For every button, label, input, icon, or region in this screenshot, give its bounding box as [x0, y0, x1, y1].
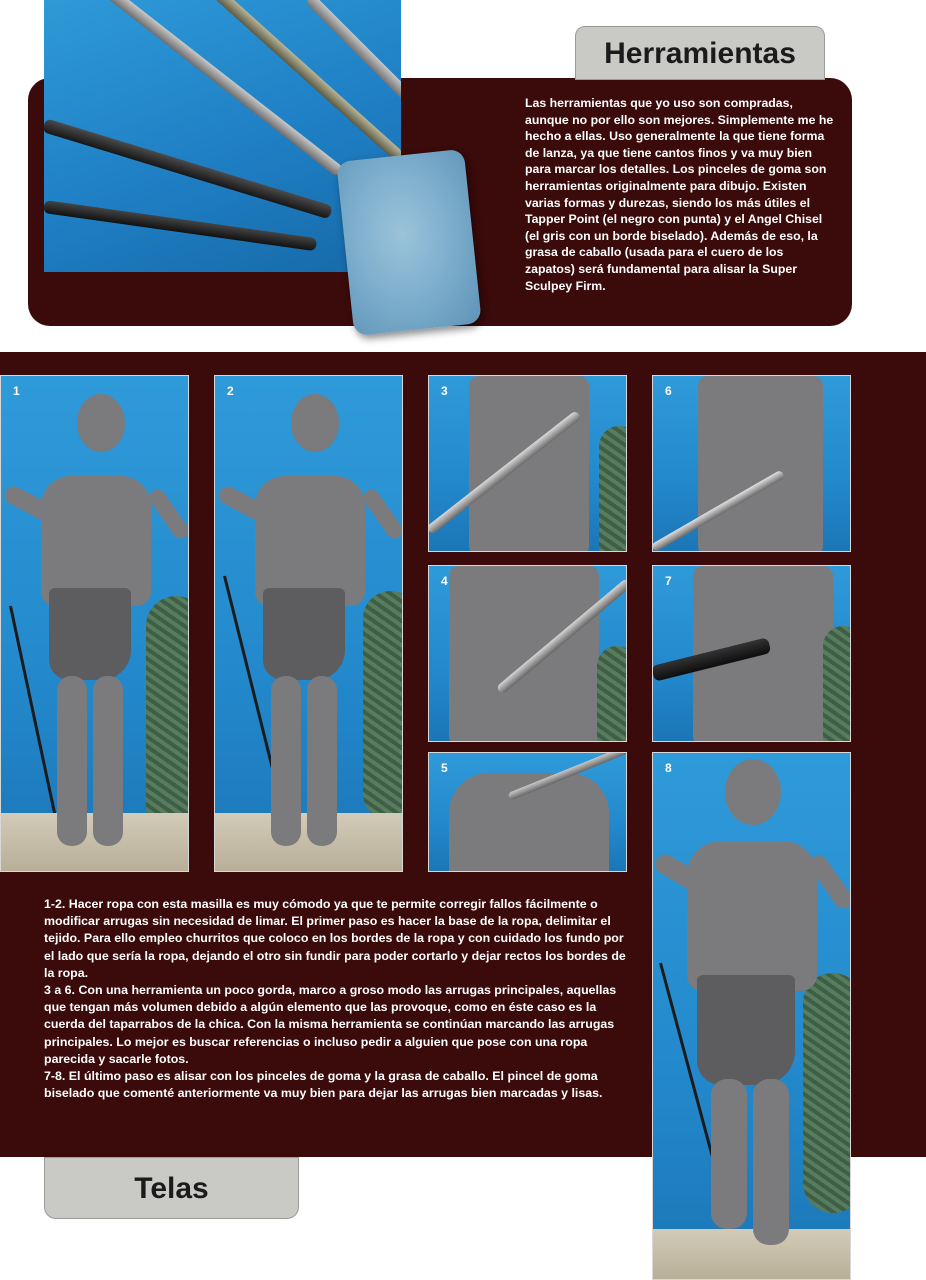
photo-number: 6: [665, 384, 672, 398]
photo-step-8: [652, 752, 851, 1280]
photo-step-3: [428, 375, 627, 552]
figure-loincloth: [263, 588, 345, 680]
photo-number: 4: [441, 574, 448, 588]
section-heading-cloth: Telas: [44, 1157, 299, 1219]
figure-right-leg: [307, 676, 337, 846]
figure-torso: [255, 476, 365, 606]
photo-number: 7: [665, 574, 672, 588]
photo-step-5: [428, 752, 627, 872]
figure-loincloth: [49, 588, 131, 680]
bush: [803, 973, 851, 1213]
figure-left-leg: [711, 1079, 747, 1229]
photo-number: 1: [13, 384, 20, 398]
horse-grease-tin: [336, 149, 482, 336]
paragraph-steps-1-2: 1-2. Hacer ropa con esta masilla es muy cómodo ya que te permite corregir fallos fácilmente o modificar arrugas sin necesidad de limar. El primer paso es hacer la base de la ropa, delimitar el tejido. Para ello empleo churritos que coloco en los bordes de la ropa y con cuidado los fundo por el lado que sería la ropa, dejando el otro sin fundir para poder cortarlo y dejar rectos los bordes de la ropa.: [44, 897, 626, 980]
figure-right-arm: [360, 486, 403, 541]
photo-number: 5: [441, 761, 448, 775]
bush: [363, 591, 403, 821]
section-heading-tools: Herramientas: [575, 26, 825, 80]
photo-step-6: [652, 375, 851, 552]
base: [653, 1229, 850, 1279]
figure-right-leg: [753, 1079, 789, 1245]
figure-right-leg: [93, 676, 123, 846]
photo-step-1: [0, 375, 189, 872]
figure-right-arm: [146, 486, 189, 541]
bush: [146, 596, 189, 836]
bush: [597, 646, 627, 742]
figure-hips: [469, 376, 589, 552]
figure-loincloth: [697, 975, 795, 1085]
bush: [599, 426, 627, 552]
figure-left-leg: [57, 676, 87, 846]
tools-description: Las herramientas que yo uso son compradas, aunque no por ello son mejores. Simplemente me he hecho a ellas. Uso generalmente la que tiene forma de lanza, ya que tiene cantos finos y va muy bien para marcar los detalles. Los pinceles de goma son herramientas originalmente para dibujo. Existen varias formas y durezas, siendo los más útiles el Tapper Point (el negro con punta) y el Angel Chisel (el gris con un borde biselado). Además de eso, la grasa de caballo (usada para el cuero de los zapatos) será fundamental para alisar la Super Sculpey Firm.: [525, 96, 834, 293]
figure-hips: [698, 376, 823, 552]
paragraph-steps-7-8: 7-8. El último paso es alisar con los pinceles de goma y la grasa de caballo. El pincel de goma biselado que comenté anteriormente va muy bien para dejar las arrugas bien marcadas y lisas.: [44, 1069, 603, 1101]
photo-number: 8: [665, 761, 672, 775]
paragraph-steps-3-6: 3 a 6. Con una herramienta un poco gorda, marco a groso modo las arrugas principales, aquellas que tengan más volumen debido a algún elemento que las provoque, como en éste caso es la cuerda del taparrabos de la chica. Con la misma herramienta se continúan marcando las arrugas principales. Lo mejor es buscar referencias o incluso pedir a alguien que pose con una ropa parecida y sacarle fotos.: [44, 983, 617, 1066]
figure-head: [725, 759, 781, 825]
figure-head: [77, 394, 125, 452]
bush: [823, 626, 851, 742]
figure-hips: [449, 566, 599, 742]
photo-number: 2: [227, 384, 234, 398]
photo-number: 3: [441, 384, 448, 398]
figure-torso: [41, 476, 151, 606]
photo-step-7: [652, 565, 851, 742]
figure-torso: [687, 841, 817, 991]
figure-head: [291, 394, 339, 452]
rubber-brush-point: [44, 200, 317, 251]
photo-step-4: [428, 565, 627, 742]
photo-step-2: [214, 375, 403, 872]
spatula-tool-3: [305, 0, 401, 122]
cloth-description: [44, 896, 636, 1102]
figure-left-leg: [271, 676, 301, 846]
